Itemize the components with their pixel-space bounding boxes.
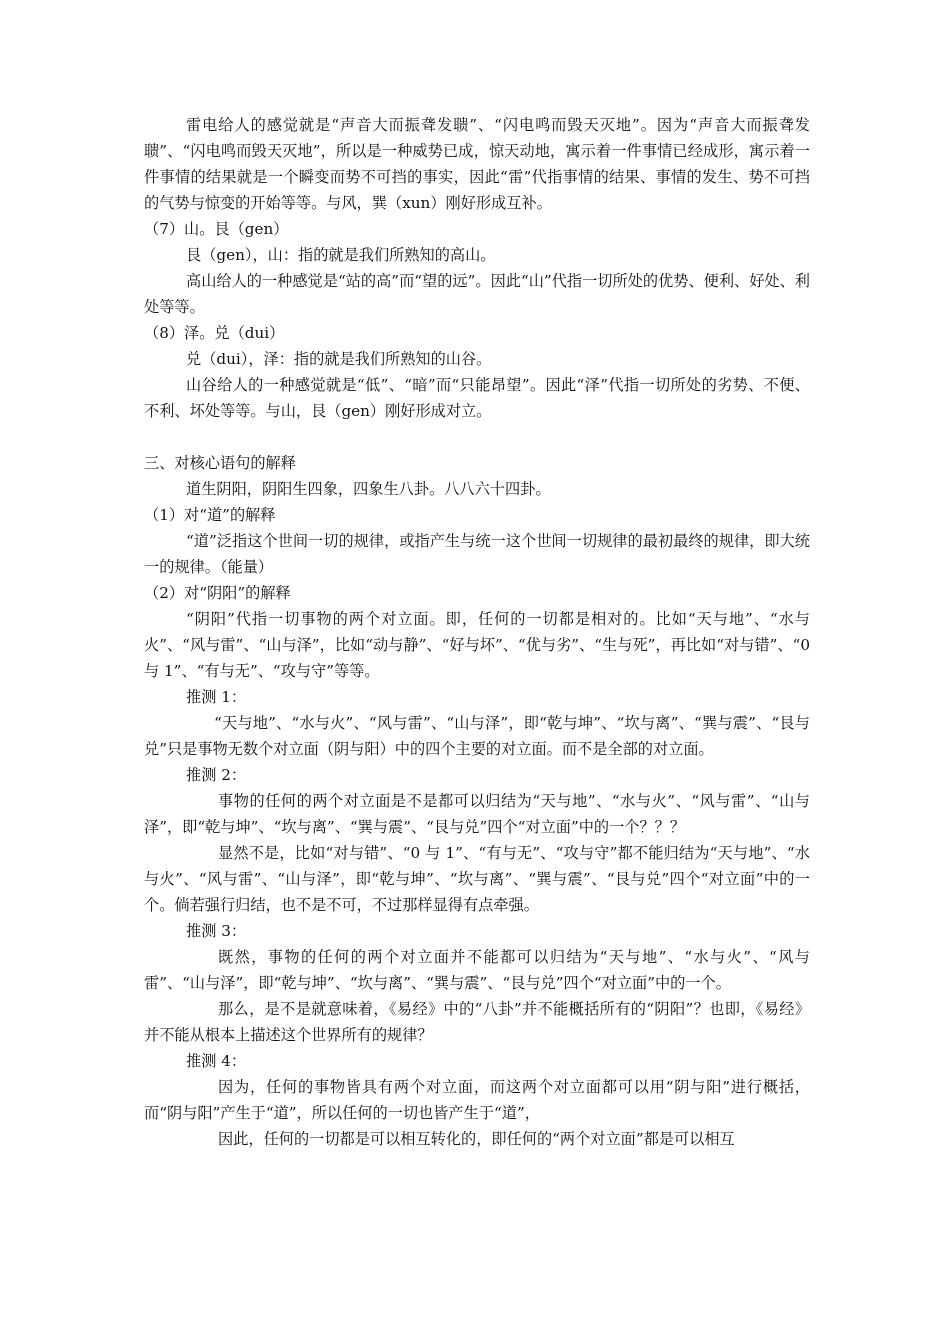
- blank-line: [144, 424, 810, 450]
- paragraph-inference-3b: 那么，是不是就意味着，《易经》中的“八卦”并不能概括所有的“阴阳”？也即，《易经》并不能从根本上描述这个世界所有的规律？: [144, 1000, 810, 1044]
- heading-inference-1: 推测 1：: [186, 688, 247, 706]
- heading-yinyang: （2）对“阴阳”的解释: [144, 584, 291, 602]
- paragraph-yinyang: “阴阳”代指一切事物的两个对立面。即，任何的一切都是相对的。比如“天与地”、“水与火”、“风与雷”、“山与泽”，比如“动与静”、“好与坏”、“优与劣”、“生与死”，再比如“对与错”、“0 与 1”、“有与无”、“攻与守”等等。: [144, 610, 810, 680]
- paragraph-inference-1: “天与地”、“水与火”、“风与雷”、“山与泽”，即“乾与坤”、“坎与离”、“巽与震”、“艮与兑”只是事物无数个对立面（阴与阳）中的四个主要的对立面。而不是全部的对立面。: [144, 714, 810, 758]
- heading-mountain: （7）山。艮（gen）: [144, 220, 289, 238]
- paragraph-inference-4a: 因为，任何的事物皆具有两个对立面，而这两个对立面都可以用“阴与阳”进行概括，而“阴与阳”产生于“道”，所以任何的一切也皆产生于“道”，: [144, 1078, 810, 1122]
- heading-dao: （1）对“道”的解释: [144, 506, 276, 524]
- paragraph-inference-3a: 既然，事物的任何的两个对立面并不能都可以归结为“天与地”、“水与火”、“风与雷”、“山与泽”，即“乾与坤”、“坎与离”、“巽与震”、“艮与兑”四个“对立面”中的一个。: [144, 948, 810, 992]
- paragraph-inference-4b: 因此，任何的一切都是可以相互转化的，即任何的“两个对立面”都是可以相互: [218, 1130, 735, 1148]
- paragraph-mountain-def: 艮（gen），山：指的就是我们所熟知的高山。: [186, 246, 496, 264]
- document-body: [144, 112, 810, 1152]
- paragraph-core-sentence: 道生阴阳，阴阳生四象，四象生八卦。八八六十四卦。: [186, 480, 551, 498]
- paragraph-thunder: 雷电给人的感觉就是“声音大而振聋发聩”、“闪电鸣而毁天灭地”。因为“声音大而振聋发聩”、“闪电鸣而毁天灭地”，所以是一种威势已成，惊天动地，寓示着一件事情已经成形，寓示着一件事情的结果就是一个瞬变而势不可挡的事实，因此“雷”代指事情的结果、事情的发生、势不可挡的气势与惊变的开始等等。与风，巽（xun）刚好形成互补。: [144, 116, 810, 212]
- heading-inference-2: 推测 2：: [186, 766, 247, 784]
- section-heading-3: 三、对核心语句的解释: [144, 454, 296, 472]
- heading-inference-4: 推测 4：: [186, 1052, 247, 1070]
- heading-lake: （8）泽。兑（dui）: [144, 324, 285, 342]
- paragraph-inference-2b: 显然不是，比如“对与错”、“0 与 1”、“有与无”、“攻与守”都不能归结为“天与地”、“水与火”、“风与雷”、“山与泽”，即“乾与坤”、“坎与离”、“巽与震”、“艮与兑”四个“对立面”中的一个。倘若强行归结，也不是不可，不过那样显得有点牵强。: [144, 844, 810, 914]
- paragraph-lake: 山谷给人的一种感觉就是“低”、“暗”而“只能昂望”。因此“泽”代指一切所处的劣势、不便、不利、坏处等等。与山，艮（gen）刚好形成对立。: [144, 376, 810, 420]
- paragraph-lake-def: 兑（dui），泽：指的就是我们所熟知的山谷。: [186, 350, 492, 368]
- paragraph-inference-2a: 事物的任何的两个对立面是不是都可以归结为“天与地”、“水与火”、“风与雷”、“山与泽”，即“乾与坤”、“坎与离”、“巽与震”、“艮与兑”四个“对立面”中的一个？？？: [144, 792, 810, 836]
- heading-inference-3: 推测 3：: [186, 922, 247, 940]
- paragraph-mountain: 高山给人的一种感觉是“站的高”而“望的远”。因此“山”代指一切所处的优势、便利、好处、利处等等。: [144, 272, 810, 316]
- paragraph-dao: “道”泛指这个世间一切的规律，或指产生与统一这个世间一切规律的最初最终的规律，即大统一的规律。（能量）: [144, 532, 810, 576]
